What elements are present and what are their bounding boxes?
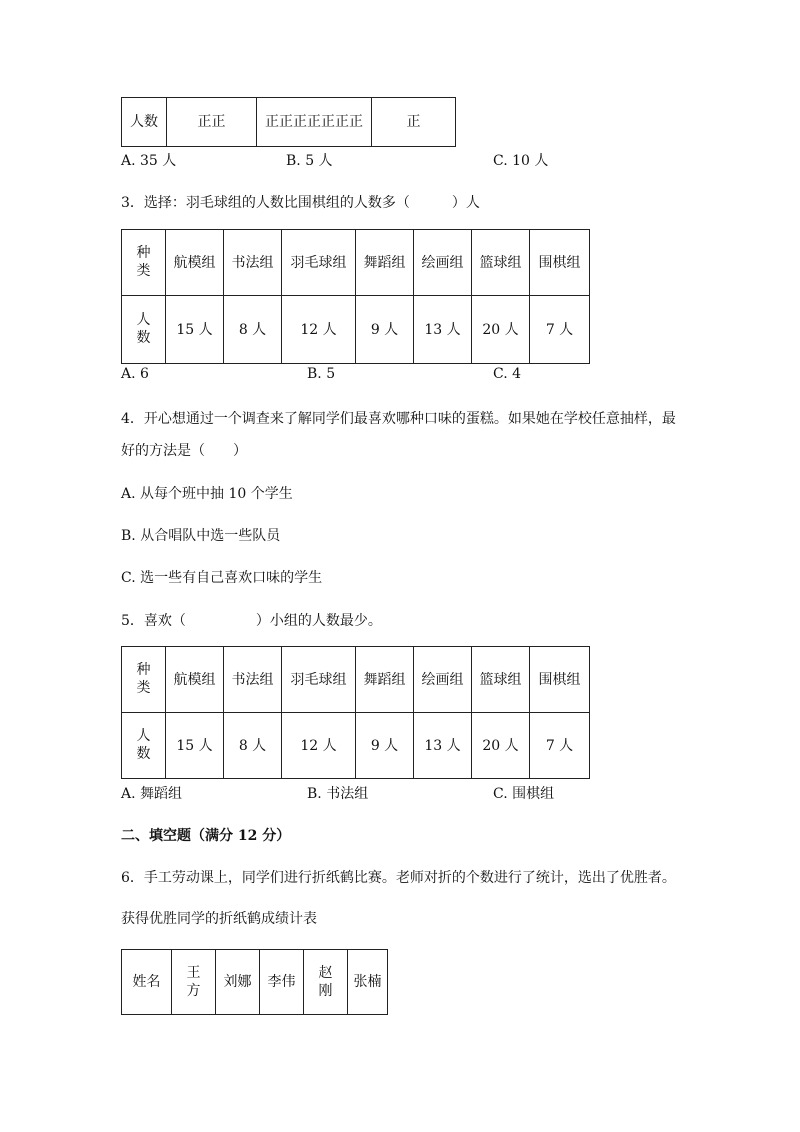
q3-value: 15 人 xyxy=(166,296,224,364)
q6-name: 刘娜 xyxy=(216,950,260,1015)
q6-prompt: 6．手工劳动课上，同学们进行折纸鹤比赛。老师对折的个数进行了统计，选出了优胜者。 xyxy=(121,870,676,886)
q5-category: 篮球组 xyxy=(472,647,530,713)
section-heading: 二、填空题（满分 12 分） xyxy=(121,828,291,844)
q6-table-title: 获得优胜同学的折纸鹤成绩计表 xyxy=(121,911,317,927)
q3-category: 舞蹈组 xyxy=(356,230,414,296)
q3-value: 20 人 xyxy=(472,296,530,364)
q6-name: 李伟 xyxy=(260,950,304,1015)
q2-option-b[interactable]: B. 5 人 xyxy=(286,153,333,169)
q5-option-b[interactable]: B. 书法组 xyxy=(307,786,369,802)
q5-category: 围棋组 xyxy=(530,647,590,713)
q5-row-label: 人数 xyxy=(122,713,166,779)
q2-cell-tally-2: 正正正正正正正 xyxy=(257,98,372,147)
q5-header-label: 种类 xyxy=(122,647,166,713)
q3-category: 书法组 xyxy=(224,230,282,296)
q3-table xyxy=(121,229,590,364)
q5-value: 7 人 xyxy=(530,713,590,779)
q5-value: 8 人 xyxy=(224,713,282,779)
q6-name: 王方 xyxy=(172,950,216,1015)
q3-value: 9 人 xyxy=(356,296,414,364)
q3-header-label: 种类 xyxy=(122,230,166,296)
q4-option-c[interactable]: C. 选一些有自己喜欢口味的学生 xyxy=(121,570,323,586)
q5-value: 13 人 xyxy=(414,713,472,779)
q3-option-a[interactable]: A. 6 xyxy=(121,366,149,382)
q3-category: 航模组 xyxy=(166,230,224,296)
q5-category: 羽毛球组 xyxy=(282,647,356,713)
q3-category: 围棋组 xyxy=(530,230,590,296)
q3-option-c[interactable]: C. 4 xyxy=(493,366,522,382)
q5-category: 舞蹈组 xyxy=(356,647,414,713)
q3-category: 篮球组 xyxy=(472,230,530,296)
q3-value: 8 人 xyxy=(224,296,282,364)
q5-option-a[interactable]: A. 舞蹈组 xyxy=(121,786,183,802)
q4-prompt-line1: 4．开心想通过一个调查来了解同学们最喜欢哪种口味的蛋糕。如果她在学校任意抽样，最 xyxy=(121,411,676,427)
q6-name: 赵刚 xyxy=(304,950,348,1015)
q2-option-a[interactable]: A. 35 人 xyxy=(121,153,177,169)
q2-cell-tally-1: 正正 xyxy=(167,98,257,147)
q6-table xyxy=(121,949,388,1015)
q4-option-b[interactable]: B. 从合唱队中选一些队员 xyxy=(121,528,281,544)
q3-row-label: 人数 xyxy=(122,296,166,364)
q5-value: 20 人 xyxy=(472,713,530,779)
q5-category: 航模组 xyxy=(166,647,224,713)
q5-category: 书法组 xyxy=(224,647,282,713)
q4-option-a[interactable]: A. 从每个班中抽 10 个学生 xyxy=(121,486,293,502)
q2-option-c[interactable]: C. 10 人 xyxy=(493,153,549,169)
q5-value: 9 人 xyxy=(356,713,414,779)
q5-prompt: 5．喜欢（ ）小组的人数最少。 xyxy=(121,613,382,629)
q2-tally-table xyxy=(121,97,456,147)
q5-value: 12 人 xyxy=(282,713,356,779)
q2-cell-label: 人数 xyxy=(122,98,167,147)
q5-table xyxy=(121,646,590,779)
q3-prompt: 3．选择：羽毛球组的人数比围棋组的人数多（ ）人 xyxy=(121,195,480,211)
q5-option-c[interactable]: C. 围棋组 xyxy=(493,786,555,802)
q3-value: 12 人 xyxy=(282,296,356,364)
q6-name: 张楠 xyxy=(348,950,388,1015)
q5-value: 15 人 xyxy=(166,713,224,779)
q3-category: 羽毛球组 xyxy=(282,230,356,296)
q2-cell-tally-3: 正 xyxy=(372,98,456,147)
q3-option-b[interactable]: B. 5 xyxy=(307,366,336,382)
q3-category: 绘画组 xyxy=(414,230,472,296)
q6-label: 姓名 xyxy=(122,950,172,1015)
q5-category: 绘画组 xyxy=(414,647,472,713)
q4-prompt-line2: 好的方法是（ ） xyxy=(121,443,247,459)
q3-value: 13 人 xyxy=(414,296,472,364)
q3-value: 7 人 xyxy=(530,296,590,364)
